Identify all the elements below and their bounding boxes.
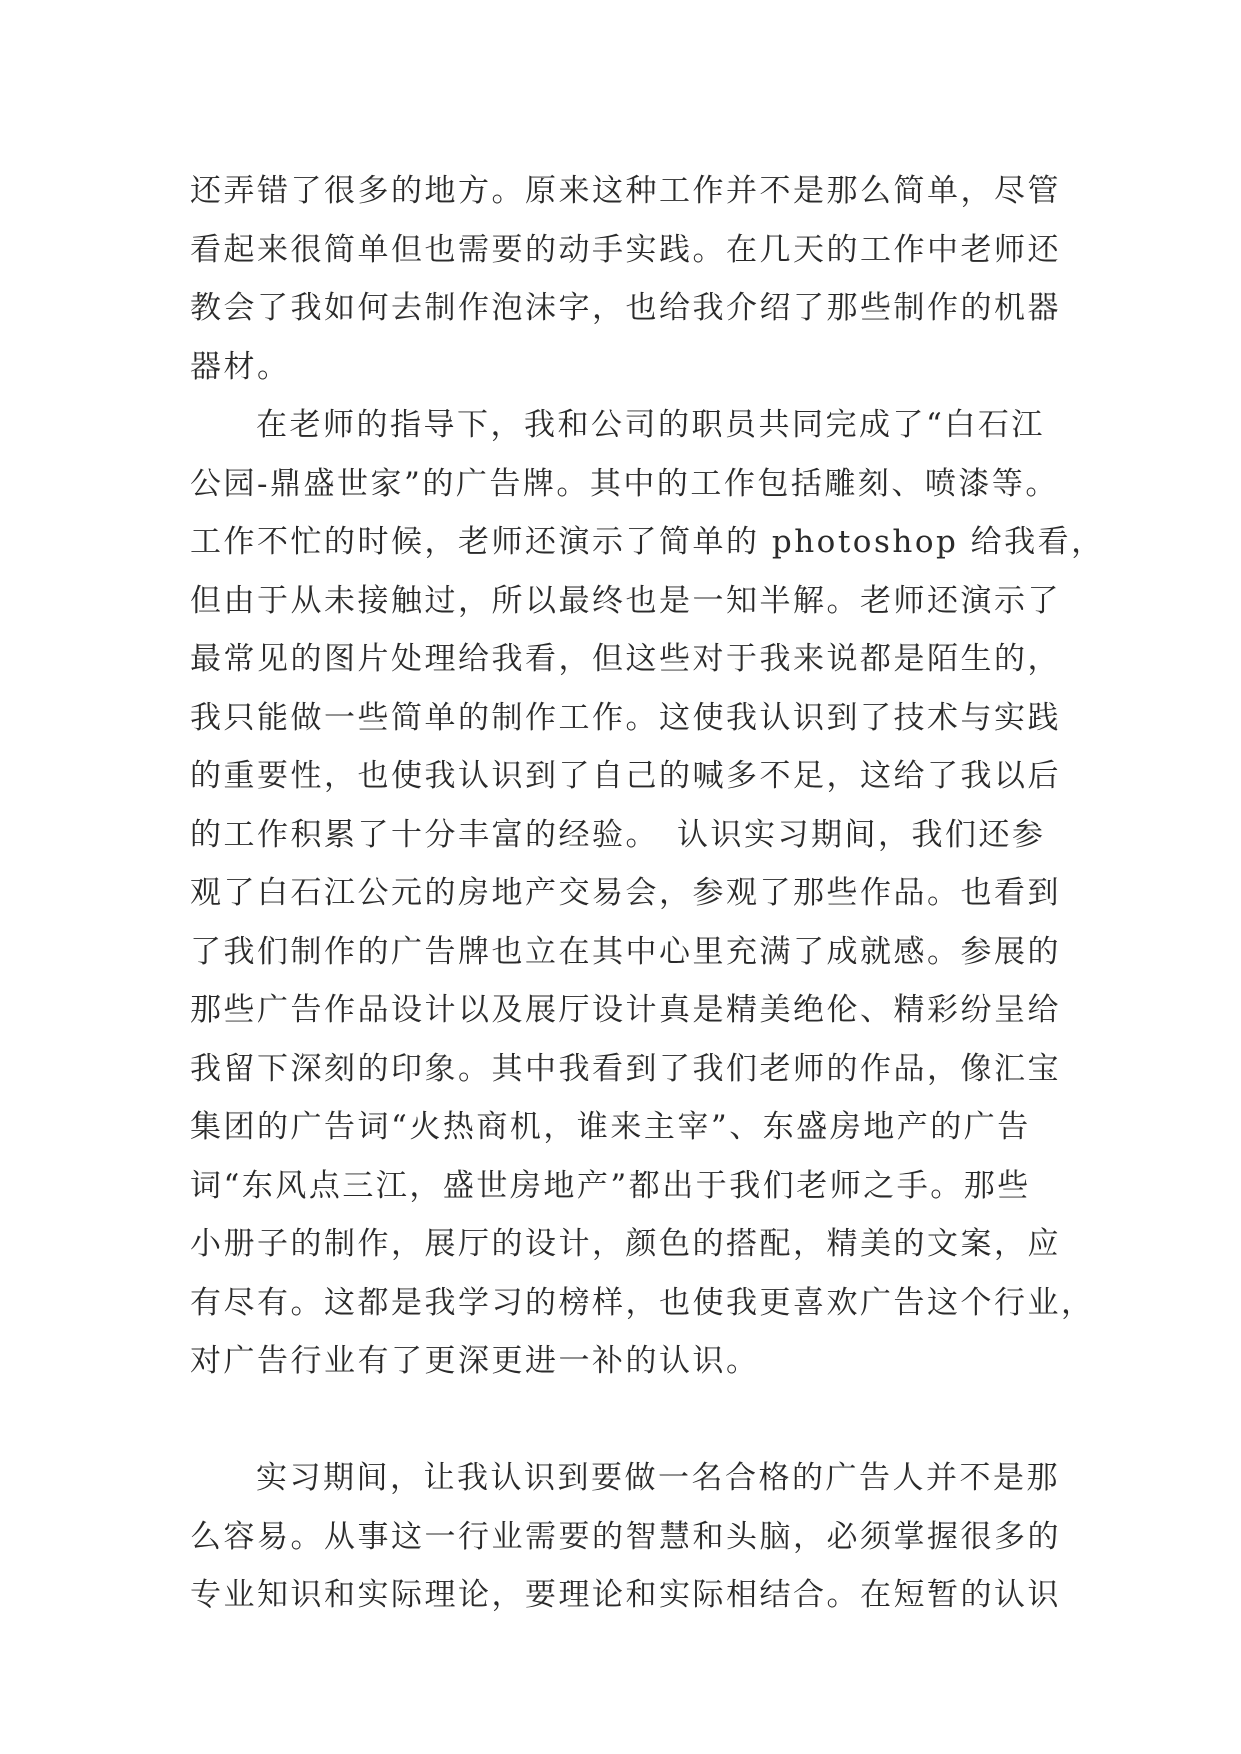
text-line: 集团的广告词“火热商机，谁来主宰”、东盛房地产的广告 (190, 1109, 1031, 1145)
text-line: 公园-鼎盛世家”的广告牌。其中的工作包括雕刻、喷漆等。 (190, 465, 1059, 502)
text-line: 专业知识和实际理论，要理论和实际相结合。在短暂的认识 (190, 1577, 1061, 1613)
text-line: 的工作积累了十分丰富的经验。 认识实习期间，我们还参 (190, 816, 1046, 853)
body-text (190, 162, 1105, 1625)
paragraph-start-line: 实习期间，让我认识到要做一名合格的广告人并不是那 (256, 1460, 1060, 1496)
text-line: 词“东风点三江，盛世房地产”都出于我们老师之手。那些 (190, 1167, 1031, 1204)
text-line: 小册子的制作，展厅的设计，颜色的搭配，精美的文案，应 (190, 1226, 1061, 1262)
text-line: 了我们制作的广告牌也立在其中心里充满了成就感。参展的 (190, 933, 1061, 970)
text-line: 么容易。从事这一行业需要的智慧和头脑，必须掌握很多的 (190, 1518, 1061, 1555)
text-line: 教会了我如何去制作泡沫字，也给我介绍了那些制作的机器 (190, 290, 1061, 326)
text-line: 那些广告作品设计以及展厅设计真是精美绝伦、精彩纷呈给 (190, 992, 1061, 1028)
text-line: 看起来很简单但也需要的动手实践。在几天的工作中老师还 (190, 231, 1061, 268)
text-line: 还弄错了很多的地方。原来这种工作并不是那么简单，尽管 (190, 173, 1061, 209)
text-line: 器材。 (190, 348, 291, 385)
text-line: 我留下深刻的印象。其中我看到了我们老师的作品，像汇宝 (190, 1050, 1061, 1087)
text-line: 最常见的图片处理给我看，但这些对于我来说都是陌生的， (190, 641, 1061, 677)
text-line: 对广告行业有了更深更进一补的认识。 (190, 1343, 760, 1379)
text-line: 工作不忙的时候，老师还演示了简单的 photoshop 给我看， (190, 524, 1105, 560)
text-line: 的重要性，也使我认识到了自己的喊多不足，这给了我以后 (190, 758, 1061, 794)
text-line: 观了白石江公元的房地产交易会，参观了那些作品。也看到 (190, 875, 1061, 911)
text-line: 但由于从未接触过，所以最终也是一知半解。老师还演示了 (190, 582, 1061, 619)
text-line: 我只能做一些简单的制作工作。这使我认识到了技术与实践 (190, 699, 1061, 736)
text-line: 有尽有。这都是我学习的榜样，也使我更喜欢广告这个行业， (190, 1284, 1095, 1321)
text-line (190, 1391, 1060, 1450)
paragraph-start-line: 在老师的指导下，我和公司的职员共同完成了“白石江 (256, 407, 1045, 443)
